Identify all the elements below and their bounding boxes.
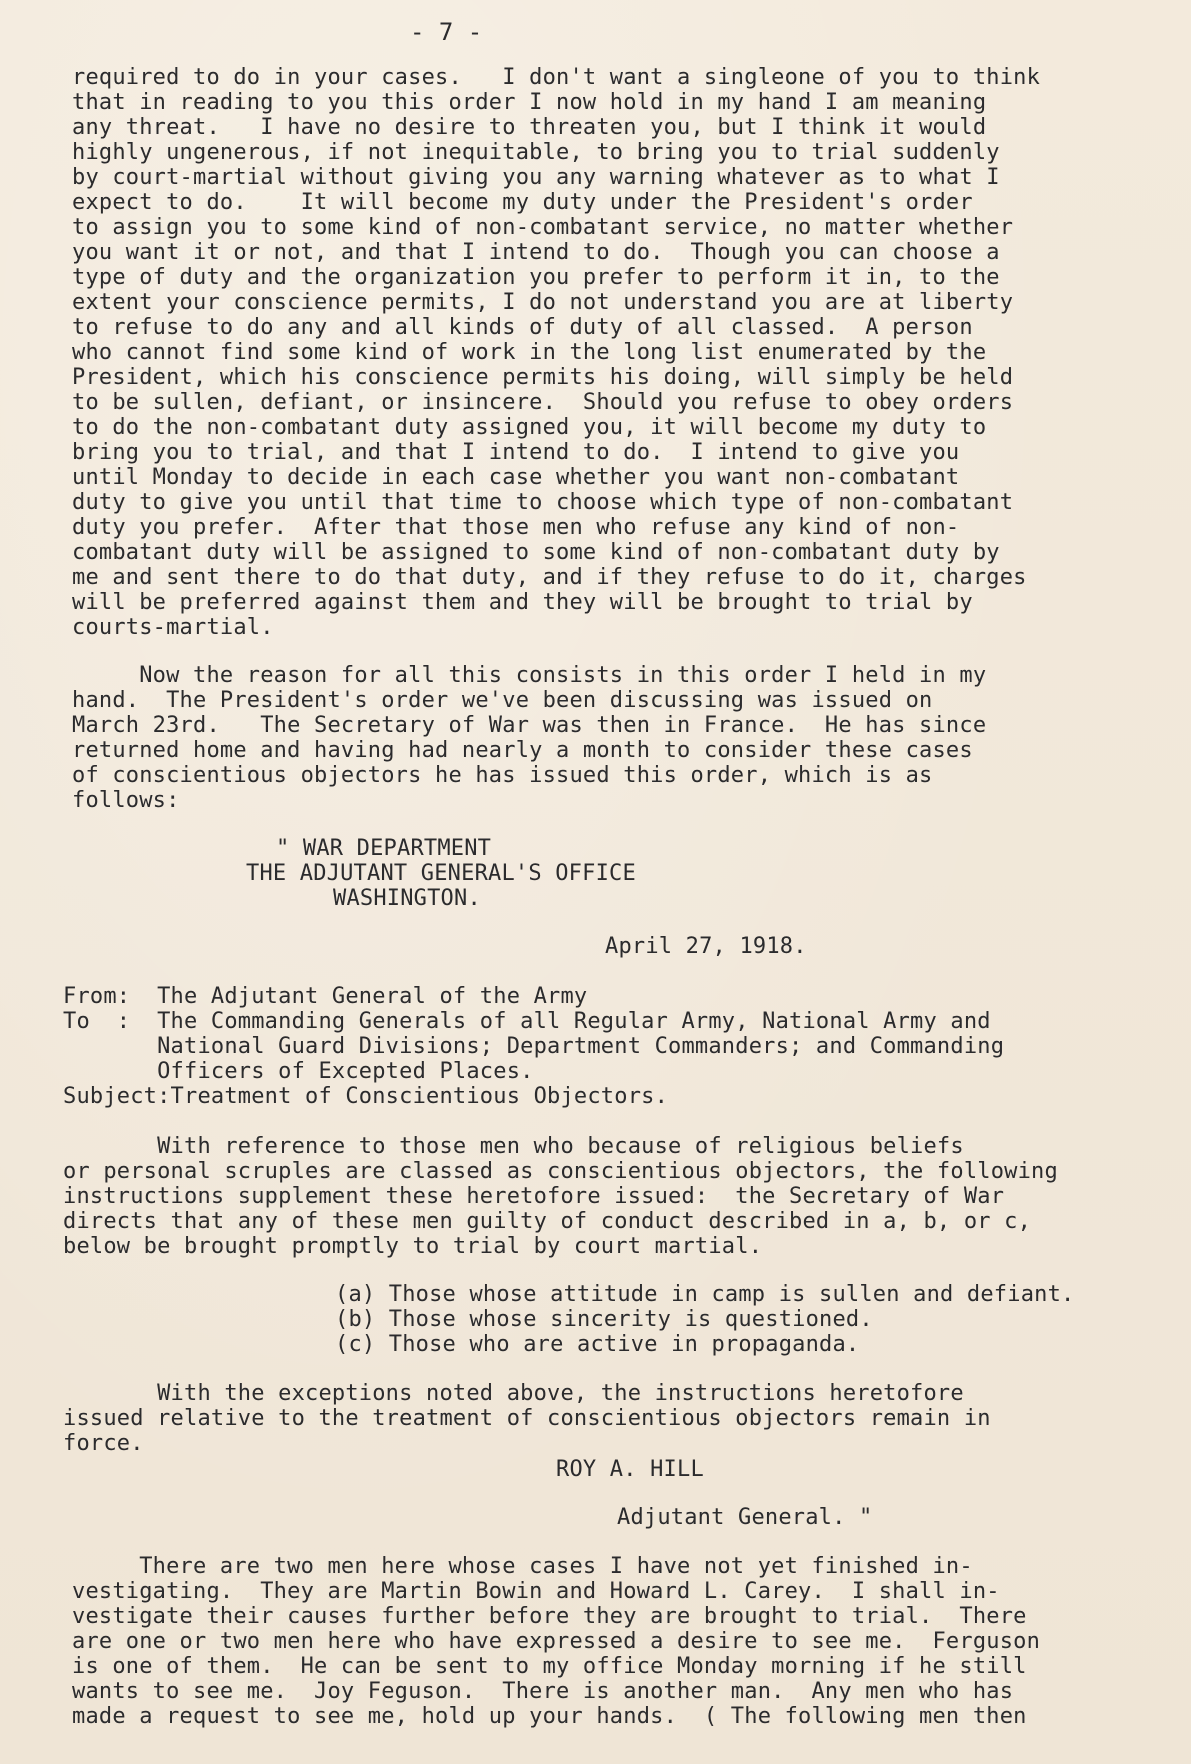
paragraph1-line: by court-martial without giving you any warning whatever as to what I <box>72 165 1000 190</box>
memo-to-continued: National Guard Divisions; Department Commanders; and Commanding <box>63 1034 1005 1059</box>
paragraph5-line: vestigating. They are Martin Bowin and Howard L. Carey. I shall in- <box>72 1579 1000 1604</box>
memo-to-continued: Officers of Excepted Places. <box>63 1059 534 1084</box>
paragraph1-line: any threat. I have no desire to threaten you, but I think it would <box>72 115 987 140</box>
paragraph1-line: President, which his conscience permits his doing, will simply be held <box>72 365 1014 390</box>
paragraph1-line: until Monday to decide in each case whether you want non-combatant <box>72 465 960 490</box>
list-item: (a) Those whose attitude in camp is sullen and defiant. <box>335 1282 1075 1307</box>
paragraph3-line: instructions supplement these heretofore issued: the Secretary of War <box>63 1184 1005 1209</box>
paragraph2-line: March 23rd. The Secretary of War was then in France. He has since <box>72 713 987 738</box>
letterhead-office: THE ADJUTANT GENERAL'S OFFICE <box>246 861 636 886</box>
paragraph1-line: will be preferred against them and they will be brought to trial by <box>72 590 973 615</box>
paragraph3-line: below be brought promptly to trial by court martial. <box>63 1234 763 1259</box>
paragraph1-line: extent your conscience permits, I do not understand you are at liberty <box>72 290 1014 315</box>
letterhead-department: " WAR DEPARTMENT <box>276 836 492 861</box>
paragraph1-line: duty you prefer. After that those men who refuse any kind of non- <box>72 515 960 540</box>
paragraph1-line: type of duty and the organization you prefer to perform it in, to the <box>72 265 1000 290</box>
paragraph5-line: is one of them. He can be sent to my office Monday morning if he still <box>72 1654 1027 1679</box>
paragraph1-line: highly ungenerous, if not inequitable, to bring you to trial suddenly <box>72 140 1000 165</box>
paragraph1-line: me and sent there to do that duty, and if they refuse to do it, charges <box>72 565 1027 590</box>
paragraph2-line: hand. The President's order we've been discussing was issued on <box>72 688 933 713</box>
paragraph2-line: of conscientious objectors he has issued this order, which is as <box>72 763 933 788</box>
memo-from: From: The Adjutant General of the Army <box>63 984 588 1009</box>
paragraph5-line: made a request to see me, hold up your hands. ( The following men then <box>72 1704 1027 1729</box>
paragraph1-line: that in reading to you this order I now hold in my hand I am meaning <box>72 90 987 115</box>
paragraph1-line: to assign you to some kind of non-combatant service, no matter whether <box>72 215 1014 240</box>
paragraph1-line: courts-martial. <box>72 615 274 640</box>
paragraph4-line: issued relative to the treatment of conscientious objectors remain in <box>63 1406 991 1431</box>
paragraph5-line: are one or two men here who have expressed a desire to see me. Ferguson <box>72 1629 1041 1654</box>
paragraph4-line: With the exceptions noted above, the instructions heretofore <box>63 1381 964 1406</box>
paragraph3-line: With reference to those men who because of religious beliefs <box>63 1134 964 1159</box>
paragraph5-line: There are two men here whose cases I have not yet finished in- <box>72 1554 973 1579</box>
memo-subject: Subject:Treatment of Conscientious Objectors. <box>63 1084 669 1109</box>
paragraph2-line: Now the reason for all this consists in this order I held in my <box>72 663 987 688</box>
paragraph1-line: to refuse to do any and all kinds of duty of all classed. A person <box>72 315 973 340</box>
paragraph2-line: follows: <box>72 788 180 813</box>
paragraph3-line: directs that any of these men guilty of conduct described in a, b, or c, <box>63 1209 1032 1234</box>
paragraph1-line: required to do in your cases. I don't want a singleone of you to think <box>72 65 1041 90</box>
paragraph5-line: wants to see me. Joy Feguson. There is another man. Any men who has <box>72 1679 1014 1704</box>
memo-to: To : The Commanding Generals of all Regular Army, National Army and <box>63 1009 991 1034</box>
paragraph5-line: vestigate their causes further before they are brought to trial. There <box>72 1604 1027 1629</box>
paragraph1-line: combatant duty will be assigned to some kind of non-combatant duty by <box>72 540 1000 565</box>
paragraph1-line: expect to do. It will become my duty under the President's order <box>72 190 973 215</box>
page-number: - 7 - <box>410 18 483 46</box>
signature-name: ROY A. HILL <box>556 1457 704 1482</box>
paragraph1-line: you want it or not, and that I intend to do. Though you can choose a <box>72 240 1000 265</box>
letterhead-city: WASHINGTON. <box>333 886 481 911</box>
paragraph1-line: bring you to trial, and that I intend to do. I intend to give you <box>72 440 960 465</box>
paragraph1-line: to do the non-combatant duty assigned you, it will become my duty to <box>72 415 987 440</box>
list-item: (c) Those who are active in propaganda. <box>335 1332 860 1357</box>
list-item: (b) Those whose sincerity is questioned. <box>335 1307 873 1332</box>
paragraph1-line: duty to give you until that time to choose which type of non-combatant <box>72 490 1014 515</box>
paragraph1-line: who cannot find some kind of work in the long list enumerated by the <box>72 340 987 365</box>
memo-date: April 27, 1918. <box>605 934 807 959</box>
paragraph2-line: returned home and having had nearly a month to consider these cases <box>72 738 973 763</box>
paragraph3-line: or personal scruples are classed as conscientious objectors, the following <box>63 1159 1058 1184</box>
paragraph4-line: force. <box>63 1431 144 1456</box>
paragraph1-line: to be sullen, defiant, or insincere. Should you refuse to obey orders <box>72 390 1014 415</box>
signature-title: Adjutant General. " <box>617 1505 873 1530</box>
